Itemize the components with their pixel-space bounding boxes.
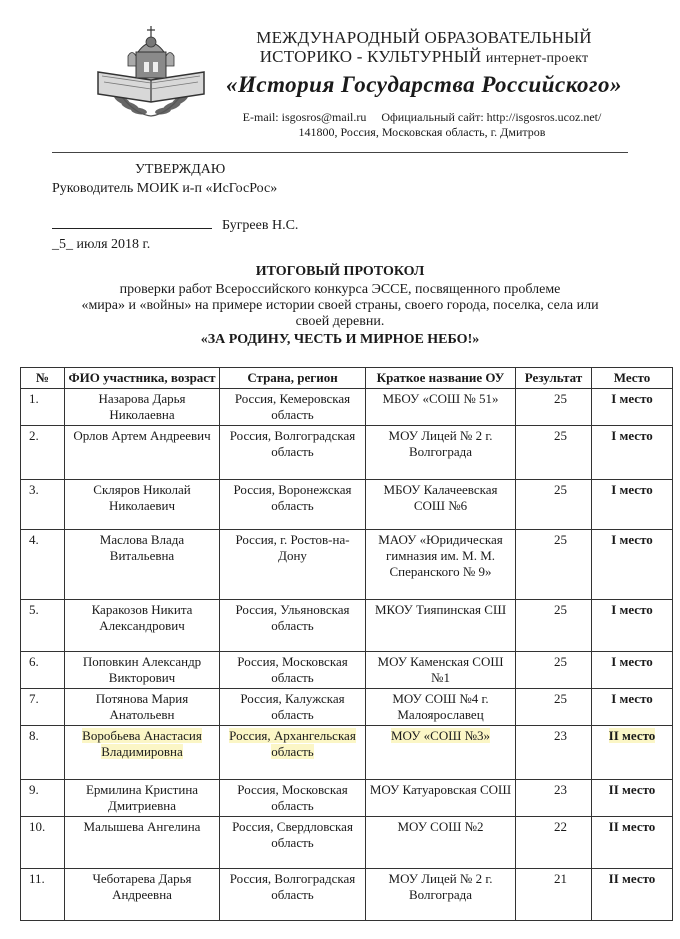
signature-line xyxy=(52,215,298,235)
row-region xyxy=(220,726,366,780)
row-region: Россия, Московская область xyxy=(220,780,366,817)
document-subtitle-3: своей деревни. xyxy=(295,314,385,329)
header-place: Место xyxy=(592,368,673,389)
row-num: 8. xyxy=(21,726,65,780)
row-name: Малышева Ангелина xyxy=(65,817,220,869)
row-name: Потянова Мария Анатольевн xyxy=(65,689,220,726)
address-text: 141800, Россия, Московская область, г. Дмитров xyxy=(298,125,546,139)
signature-blank xyxy=(52,215,212,229)
row-name: Назарова Дарья Николаевна xyxy=(65,389,220,426)
row-name: Чеботарева Дарья Андреевна xyxy=(65,869,220,921)
row-school: МБОУ «СОШ № 51» xyxy=(366,389,516,426)
row-school: МАОУ «Юридическая гимназия им. М. М. Сперанского № 9» xyxy=(366,530,516,600)
table-row xyxy=(21,780,673,817)
row-result: 25 xyxy=(516,689,592,726)
table-row xyxy=(21,600,673,652)
row-place: I место xyxy=(592,480,673,530)
row-school: МКОУ Тияпинская СШ xyxy=(366,600,516,652)
row-name: Скляров Николай Николаевич xyxy=(65,480,220,530)
row-name: Ермилина Кристина Дмитриевна xyxy=(65,780,220,817)
table-row xyxy=(21,726,673,780)
row-school: МОУ СОШ №4 г. Малоярославец xyxy=(366,689,516,726)
row-name: Орлов Артем Андреевич xyxy=(65,426,220,480)
row-result: 25 xyxy=(516,426,592,480)
document-title: ИТОГОВЫЙ ПРОТОКОЛ xyxy=(255,264,425,279)
org-name-line2-main: ИСТОРИКО - КУЛЬТУРНЫЙ xyxy=(259,47,482,66)
row-result: 25 xyxy=(516,480,592,530)
approval-position: Руководитель МОИК и-п «ИсГосРос» xyxy=(52,181,278,196)
row-school xyxy=(366,726,516,780)
row-result: 25 xyxy=(516,530,592,600)
row-place: I место xyxy=(592,600,673,652)
project-name: «История Государства Российского» xyxy=(225,72,623,97)
document-subtitle-1: проверки работ Всероссийского конкурса ЭССЕ, посвященного проблеме xyxy=(119,282,561,297)
org-name-line1: МЕЖДУНАРОДНЫЙ ОБРАЗОВАТЕЛЬНЫЙ xyxy=(256,28,592,47)
contacts-block xyxy=(212,110,632,140)
row-school: МОУ Лицей № 2 г. Волгограда xyxy=(366,869,516,921)
row-region: Россия, Ульяновская область xyxy=(220,600,366,652)
row-place: I место xyxy=(592,389,673,426)
row-name xyxy=(65,726,220,780)
row-region-text: Россия, Архангельская область xyxy=(229,728,356,759)
document-title-block xyxy=(60,264,620,348)
row-place-text: II место xyxy=(608,728,656,743)
table-row xyxy=(21,480,673,530)
row-num: 2. xyxy=(21,426,65,480)
table-row xyxy=(21,389,673,426)
approval-block xyxy=(52,160,298,254)
row-num: 5. xyxy=(21,600,65,652)
approval-date: _5_ июля 2018 г. xyxy=(52,237,151,252)
row-num: 3. xyxy=(21,480,65,530)
table-row xyxy=(21,869,673,921)
table-row xyxy=(21,426,673,480)
table-row xyxy=(21,689,673,726)
row-region: Россия, Воронежская область xyxy=(220,480,366,530)
row-name: Каракозов Никита Александрович xyxy=(65,600,220,652)
row-region: Россия, г. Ростов-на-Дону xyxy=(220,530,366,600)
document-subtitle-2: «мира» и «войны» на примере истории своей страны, своего города, поселка, села или xyxy=(81,298,599,313)
row-num: 1. xyxy=(21,389,65,426)
signer-name: Бугреев Н.С. xyxy=(222,218,299,233)
table-row xyxy=(21,530,673,600)
row-num: 4. xyxy=(21,530,65,600)
row-num: 9. xyxy=(21,780,65,817)
row-school: МОУ Лицей № 2 г. Волгограда xyxy=(366,426,516,480)
row-num: 6. xyxy=(21,652,65,689)
row-result: 23 xyxy=(516,780,592,817)
row-name: Маслова Влада Витальевна xyxy=(65,530,220,600)
row-place: II место xyxy=(592,817,673,869)
approval-title: УТВЕРЖДАЮ xyxy=(135,162,226,177)
row-num: 7. xyxy=(21,689,65,726)
organization-header xyxy=(224,28,624,99)
org-name-line2-suffix: интернет-проект xyxy=(485,51,589,66)
book-church-laurel-emblem-icon xyxy=(92,22,210,120)
header-result: Результат xyxy=(516,368,592,389)
row-place: I место xyxy=(592,652,673,689)
table-row xyxy=(21,817,673,869)
website-text: Официальный сайт: http://isgosros.ucoz.net/ xyxy=(381,110,602,124)
results-table xyxy=(20,367,673,921)
row-region: Россия, Волгоградская область xyxy=(220,869,366,921)
row-region: Россия, Свердловская область xyxy=(220,817,366,869)
header-num: № xyxy=(21,368,65,389)
row-result: 22 xyxy=(516,817,592,869)
row-school: МОУ Катуаровская СОШ xyxy=(366,780,516,817)
row-region: Россия, Кемеровская область xyxy=(220,389,366,426)
row-name: Поповкин Александр Викторович xyxy=(65,652,220,689)
row-place: II место xyxy=(592,780,673,817)
row-result: 25 xyxy=(516,600,592,652)
row-region: Россия, Московская область xyxy=(220,652,366,689)
row-num: 10. xyxy=(21,817,65,869)
contest-slogan: «ЗА РОДИНУ, ЧЕСТЬ И МИРНОЕ НЕБО!» xyxy=(200,332,480,347)
row-place xyxy=(592,726,673,780)
row-name-text: Воробьева Анастасия Владимировна xyxy=(82,728,202,759)
email-text: E-mail: isgosros@mail.ru xyxy=(242,110,367,124)
header-school: Краткое название ОУ xyxy=(366,368,516,389)
table-body xyxy=(21,389,673,921)
table-row xyxy=(21,652,673,689)
row-school: МОУ СОШ №2 xyxy=(366,817,516,869)
row-result: 21 xyxy=(516,869,592,921)
header-name: ФИО участника, возраст xyxy=(65,368,220,389)
row-place: I место xyxy=(592,689,673,726)
row-school: МБОУ Калачеевская СОШ №6 xyxy=(366,480,516,530)
row-num: 11. xyxy=(21,869,65,921)
row-result: 23 xyxy=(516,726,592,780)
row-place: I место xyxy=(592,530,673,600)
row-result: 25 xyxy=(516,652,592,689)
row-result: 25 xyxy=(516,389,592,426)
org-name-line2 xyxy=(224,47,624,68)
row-school: МОУ Каменская СОШ №1 xyxy=(366,652,516,689)
row-region: Россия, Калужская область xyxy=(220,689,366,726)
row-school-text: МОУ «СОШ №3» xyxy=(391,728,490,743)
row-place: II место xyxy=(592,869,673,921)
header-divider xyxy=(52,152,628,153)
row-region: Россия, Волгоградская область xyxy=(220,426,366,480)
row-place: I место xyxy=(592,426,673,480)
header-region: Страна, регион xyxy=(220,368,366,389)
table-header-row xyxy=(21,368,673,389)
